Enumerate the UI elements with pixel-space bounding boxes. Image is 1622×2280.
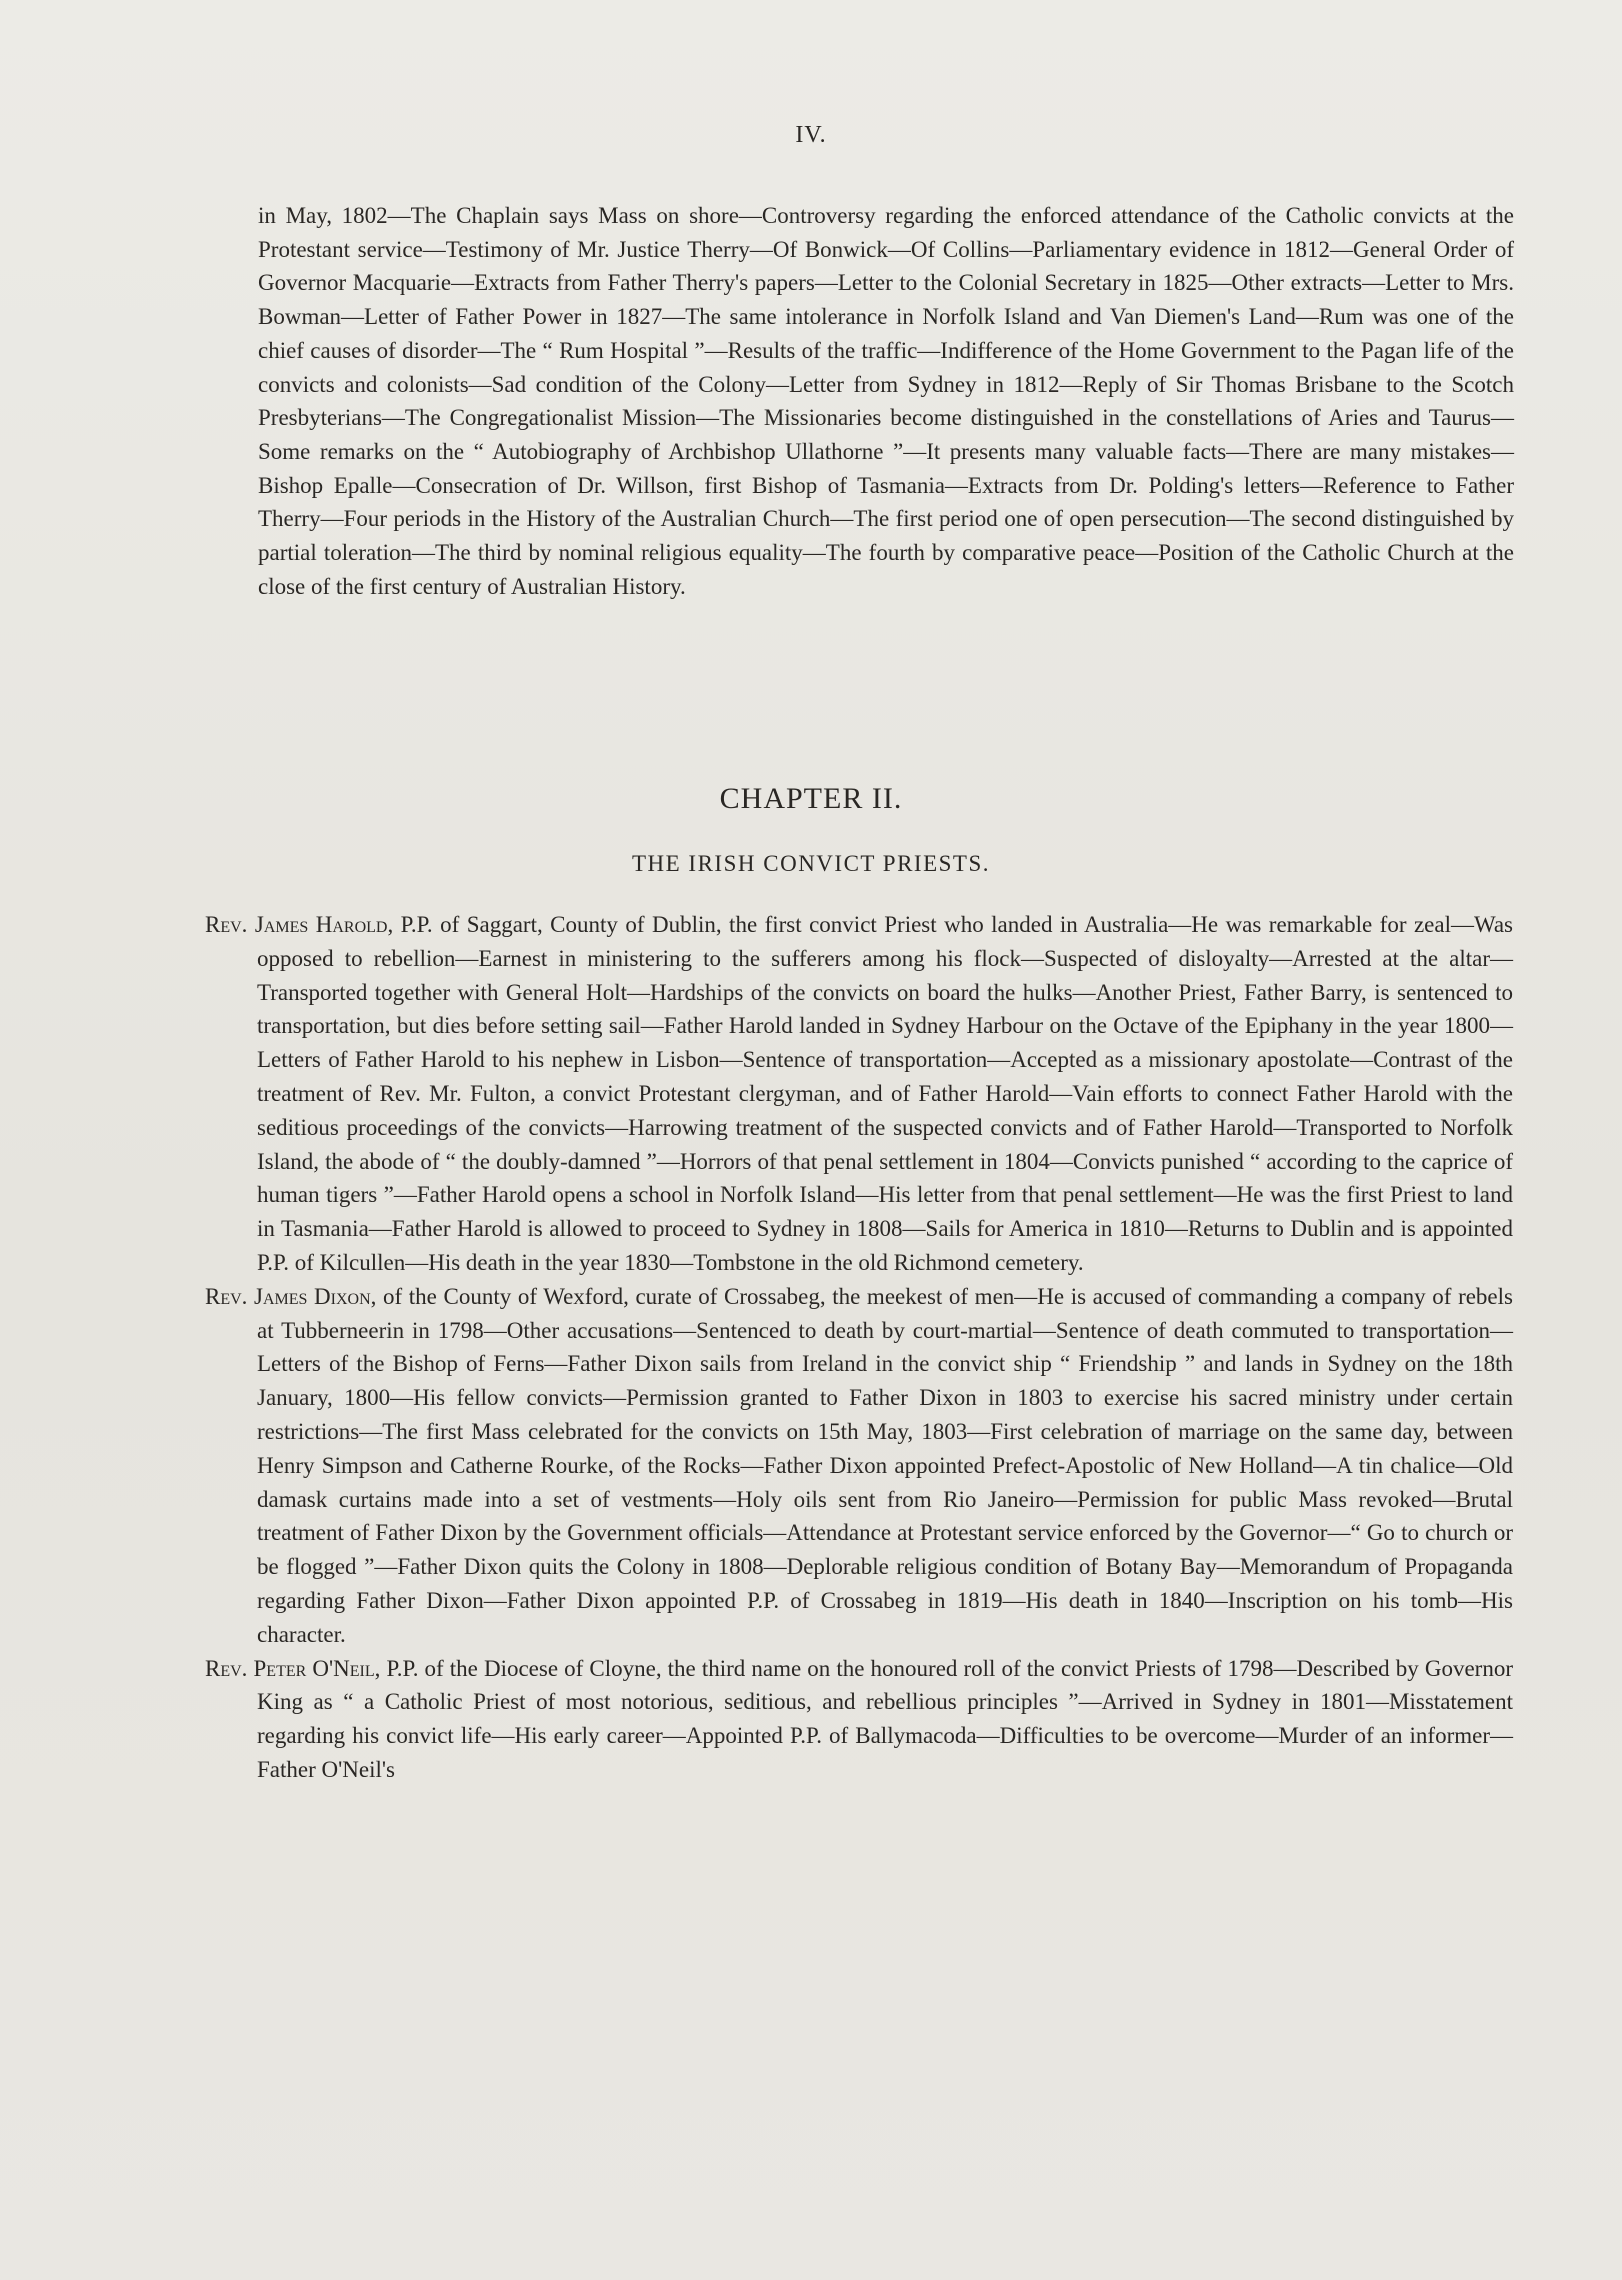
page-number: IV. bbox=[795, 122, 827, 148]
entry-james-harold bbox=[205, 908, 1513, 1280]
chapter-subtitle: THE IRISH CONVICT PRIESTS. bbox=[631, 851, 991, 876]
entry-text: P.P. of Saggart, County of Dublin, the first convict Priest who landed in Australia—He was remarkable for zeal—Was opposed to rebellion—Earnest in ministering to the sufferers among his flock—Suspected of disloyalty—Arrested at the altar—Transported together with General Holt—Hardships of the convicts on board the hulks—Another Priest, Father Barry, is sentenced to transportation, but dies before setting sail—Father Harold landed in Sydney Harbour on the Octave of the Epiphany in the year 1800—Letters of Father Harold to his nephew in Lisbon—Sentence of transportation—Accepted as a missionary apostolate—Contrast of the treatment of Rev. Mr. Fulton, a convict Protestant clergyman, and of Father Harold—Vain efforts to connect Father Harold with the seditious proceedings of the convicts—Harrowing treatment of the suspected convicts and of Father Harold—Transported to Norfolk Island, the abode of “ the doubly-damned ”—Horrors of that penal settlement in 1804—Convicts punished “ according to the caprice of human tigers ”—Father Harold opens a school in Norfolk Island—His letter from that penal settlement—He was the first Priest to land in Tasmania—Father Harold is allowed to proceed to Sydney in 1808—Sails for America in 1810—Returns to Dublin and is appointed P.P. of Kilcullen—His death in the year 1830—Tombstone in the old Richmond cemetery. bbox=[257, 912, 1513, 1275]
entry-name: Rev. James Dixon, bbox=[205, 1283, 377, 1309]
entry-peter-oneil bbox=[205, 1652, 1513, 1787]
chapter-entries bbox=[205, 908, 1513, 1787]
entry-name: Rev. James Harold, bbox=[205, 912, 394, 937]
entry-name: Rev. Peter O'Neil, bbox=[205, 1655, 381, 1681]
chapter-title: CHAPTER II. bbox=[719, 782, 903, 815]
entry-text: P.P. of the Diocese of Cloyne, the third name on the honoured roll of the convict Priests of 1798—Described by Governor King as “ a Catholic Priest of most notorious, seditious, and rebellious principles ”—Arrived in Sydney in 1801—Misstatement regarding his convict life—His early career—Appointed P.P. of Ballymacoda—Difficulties to be overcome—Murder of an informer—Father O'Neil's bbox=[257, 1655, 1513, 1782]
entry-james-dixon bbox=[205, 1280, 1513, 1652]
entry-text: of the County of Wexford, curate of Crossabeg, the meekest of men—He is accused of commanding a company of rebels at Tubberneerin in 1798—Other accusations—Sentenced to death by court-martial—Sentence of death commuted to transportation—Letters of the Bishop of Ferns—Father Dixon sails from Ireland in the convict ship “ Friendship ” and lands in Sydney on the 18th January, 1800—His fellow convicts—Permission granted to Father Dixon in 1803 to exercise his sacred ministry under certain restrictions—The first Mass celebrated for the convicts on 15th May, 1803—First celebration of marriage on the same day, between Henry Simpson and Catherne Rourke, of the Rocks—Father Dixon appointed Prefect-Apostolic of New Holland—A tin chalice—Old damask curtains made into a set of vestments—Holy oils sent from Rio Janeiro—Permission for public Mass revoked—Brutal treatment of Father Dixon by the Government officials—Attendance at Protestant service enforced by the Governor—“ Go to church or be flogged ”—Father Dixon quits the Colony in 1808—Deplorable religious condition of Botany Bay—Memorandum of Propaganda regarding Father Dixon—Father Dixon appointed P.P. of Crossabeg in 1819—His death in 1840—Inscription on his tomb—His character. bbox=[257, 1283, 1513, 1647]
intro-paragraph: in May, 1802—The Chaplain says Mass on shore—Controversy regarding the enforced attendance of the Catholic convicts at the Protestant service—Testimony of Mr. Justice Therry—Of Bonwick—Of Collins—Parliamentary evidence in 1812—General Order of Governor Macquarie—Extracts from Father Therry's papers—Letter to the Colonial Secretary in 1825—Other extracts—Letter to Mrs. Bowman—Letter of Father Power in 1827—The same intolerance in Norfolk Island and Van Diemen's Land—Rum was one of the chief causes of disorder—The “ Rum Hospital ”—Results of the traffic—Indifference of the Home Government to the Pagan life of the convicts and colonists—Sad condition of the Colony—Letter from Sydney in 1812—Reply of Sir Thomas Brisbane to the Scotch Presbyterians—The Congregationalist Mission—The Missionaries become distinguished in the constellations of Aries and Taurus—Some remarks on the “ Autobiography of Archbishop Ullathorne ”—It presents many valuable facts—There are many mistakes—Bishop Epalle—Consecration of Dr. Willson, first Bishop of Tasmania—Extracts from Dr. Polding's letters—Reference to Father Therry—Four periods in the History of the Australian Church—The first period one of open persecution—The second distinguished by partial toleration—The third by nominal religious equality—The fourth by comparative peace—Position of the Catholic Church at the close of the first century of Australian History. bbox=[258, 203, 1514, 599]
